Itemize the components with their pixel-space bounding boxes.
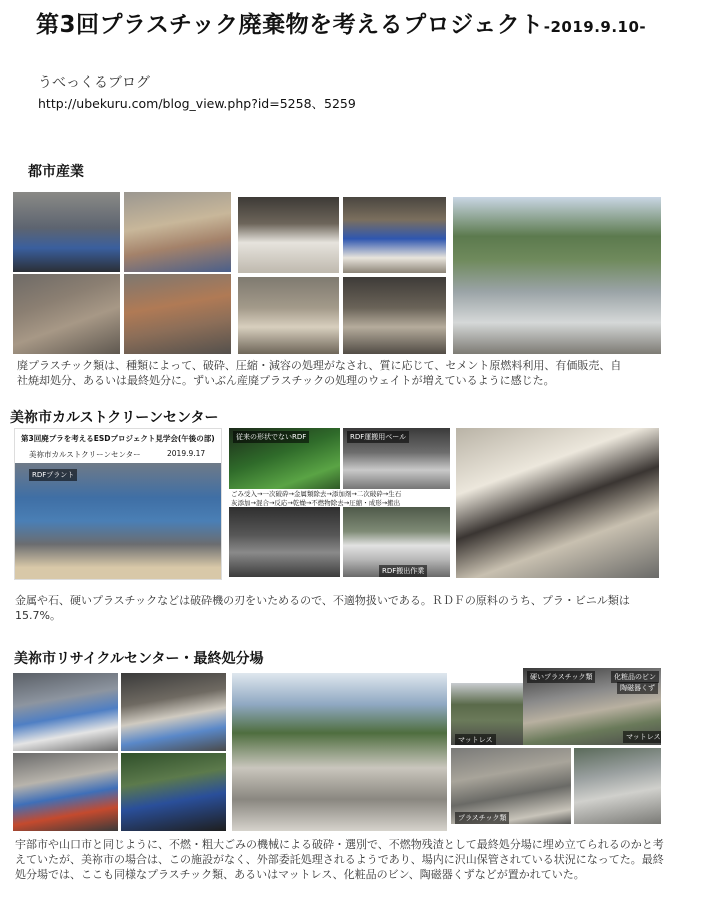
photo-landfill-mattress (451, 683, 523, 745)
page-title (36, 6, 646, 39)
photo-landfill-waste (574, 748, 661, 824)
photo-stored-items-4 (121, 753, 226, 831)
photo-stored-items-3 (13, 753, 118, 831)
blog-url[interactable]: http://ubekuru.com/blog_view.php?id=5258、5259 (38, 96, 356, 111)
caption-hard-plastic: 硬いプラスチック類 (527, 671, 595, 683)
page-title-text: 第3回プラスチック廃棄物を考えるプロジェクト (36, 12, 544, 38)
photo-blue-plastic-bag (343, 197, 446, 273)
caption-rdf-pellets: 従来の形状でないRDF (233, 431, 309, 443)
photo-landfill-plastics (451, 748, 571, 824)
blog-name: うべっくるブログ (38, 75, 150, 91)
photo-rdf-pellets (229, 428, 340, 498)
slide-title: 第3回廃プラを考えるESDプロジェクト見学会(午後の部) (21, 434, 215, 443)
process-flow-line-1: ごみ受入→一次破砕→金属類除去→添加剤→二次破砕→生石 (231, 490, 402, 498)
photo-waste-pile (124, 274, 231, 354)
photo-crushed-waste (13, 274, 120, 354)
photo-rdf-bale-forklift (343, 428, 450, 498)
section-heading-urban-industry: 都市産業 (28, 164, 84, 180)
photo-bale-storage (343, 277, 446, 354)
photo-compressed-bales (238, 277, 339, 354)
caption-rdf-shipping: RDF搬出作業 (379, 565, 427, 577)
slide-date: 2019.9.17 (167, 449, 206, 458)
photo-waste-bags (124, 192, 231, 272)
photo-rdf-machinery (229, 507, 340, 577)
slide-subtitle: 美祢市カルストクリーンセンター (29, 450, 141, 459)
photo-recycle-center-group (232, 673, 447, 831)
caption-mattress-2: マットレス (623, 731, 661, 743)
caption-mattress-1: マットレス (455, 734, 496, 745)
process-flow-text (229, 489, 450, 507)
photo-stored-items-2 (121, 673, 226, 751)
photo-rdf-truck (343, 507, 450, 577)
process-flow-line-2: 灰添加→混合→反応→乾燥→不燃物除去→圧縮・成形→搬出 (231, 499, 401, 507)
photo-plant-workers (13, 192, 120, 272)
caption-cosmetic-bottles: 化粧品のビン (611, 671, 659, 683)
photo-site-tour-group (453, 197, 661, 354)
caption-pottery: 陶磁器くず (617, 682, 658, 694)
photo-stored-items-1 (13, 673, 118, 751)
caption-rdf-plant: RDFプラント (29, 469, 77, 481)
section-description-urban-industry: 廃プラスチック類は、種類によって、破砕、圧縮・減容の処理がなされ、質に応じて、セメント原燃料利用、有価販売、自社焼却処分、あるいは最終処分に。ずいぶん産廃プラスチックの処理のウェイトが増えているように感じた。 (17, 359, 622, 387)
section-description-karst-clean-center: 金属や石、硬いプラスチックなどは破砕機の刃をいためるので、不適物扱いである。ＲＤＦの原料のうち、プラ・ビニル類は15.7%。 (15, 594, 630, 622)
section-heading-karst-clean-center: 美祢市カルストクリーンセンター (10, 410, 219, 426)
section-heading-recycle-center: 美祢市リサイクルセンター・最終処分場 (14, 651, 264, 667)
caption-rdf-bale: RDF運搬用ベール (347, 431, 409, 443)
photo-landfill-debris (523, 668, 661, 745)
photo-control-room (456, 428, 659, 578)
caption-plastics: プラスチック類 (455, 812, 509, 824)
photo-white-bags (238, 197, 339, 273)
section-description-recycle-center: 宇部市や山口市と同じように、不燃・粗大ごみの機械による破砕・選別で、不燃物残渣として最終処分場に埋め立てられるのかと考えていたが、美祢市の場合は、この施設がなく、外部委託処理されるようであり、場内に沢山保管されている状況になってた。最終処分場では、ここも同様なプラスチック類、あるいはマットレス、化粧品のビン、陶磁器くずなどが置かれていた。 (15, 838, 664, 881)
slide-rdf-plant (14, 428, 222, 580)
page-date: -2019.9.10- (543, 18, 647, 36)
